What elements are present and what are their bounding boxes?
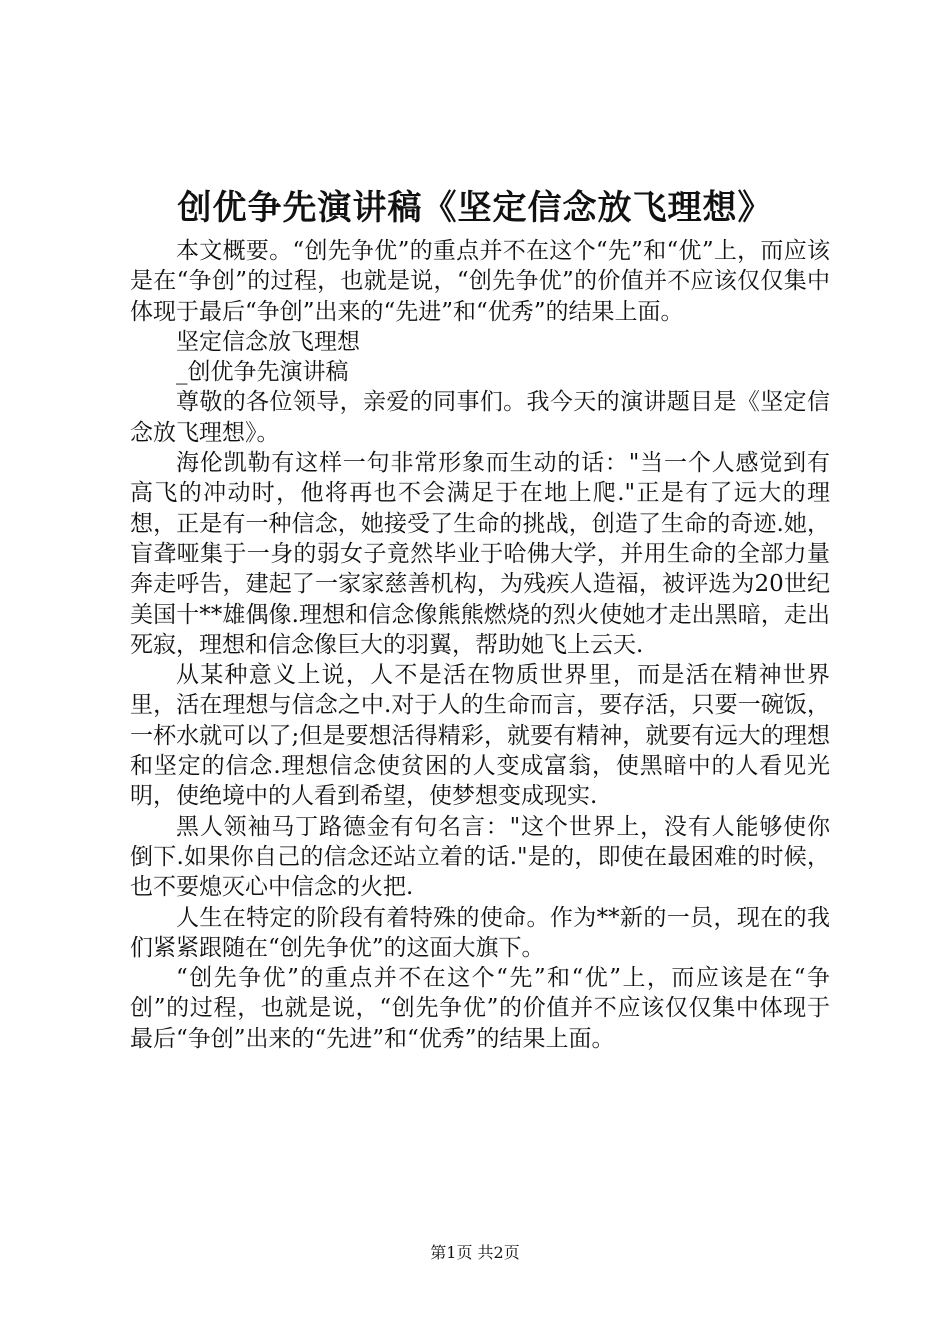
paragraph-greeting: 尊敬的各位领导，亲爱的同事们。我今天的演讲题目是《坚定信念放飞理想》。	[130, 389, 830, 446]
page-number: 第1页 共2页	[430, 1243, 520, 1262]
paragraph-spiritual-world: 从某种意义上说，人不是活在物质世界里，而是活在精神世界里，活在理想与信念之中.对于人的生命而言，要存活，只要一碗饭，一杯水就可以了;但是要想活得精彩，就要有精神，就要有远大的理想和坚定的信念.理想信念使贫困的人变成富翁，使黑暗中的人看见光明，使绝境中的人看到希望，使梦想变成现实.	[130, 662, 830, 810]
paragraph-helen-keller: 海伦凯勒有这样一句非常形象而生动的话："当一个人感觉到有高飞的冲动时，他将再也不会满足于在地上爬."正是有了远大的理想，正是有一种信念，她接受了生命的挑战，创造了生命的奇迹.她，盲聋哑集于一身的弱女子竟然毕业于哈佛大学，并用生命的全部力量奔走呼告，建起了一家家慈善机构，为残疾人造福，被评选为20世纪美国十**雄偶像.理想和信念像熊熊燃烧的烈火使她才走出黑暗，走出死寂，理想和信念像巨大的羽翼，帮助她飞上云天.	[130, 450, 830, 658]
paragraph-conclusion: “创先争优”的重点并不在这个“先”和“优”上，而应该是在“争创”的过程，也就是说，“创先争优”的价值并不应该仅仅集中体现于最后“争创”出来的“先进”和“优秀”的结果上面。	[130, 965, 830, 1052]
paragraph-subtitle-tag: _创优争先演讲稿	[176, 359, 349, 386]
paragraph-summary: 本文概要。“创先争优”的重点并不在这个“先”和“优”上，而应该是在“争创”的过程，也就是说，“创先争优”的价值并不应该仅仅集中体现于最后“争创”出来的“先进”和“优秀”的结果上面。	[130, 238, 830, 325]
document-title: 创优争先演讲稿《坚定信念放飞理想》	[177, 188, 773, 228]
paragraph-martin-luther-king: 黑人领袖马丁路德金有句名言："这个世界上，没有人能够使你倒下.如果你自己的信念还站立着的话."是的，即使在最困难的时候，也不要熄灭心中信念的火把.	[130, 813, 830, 901]
document-body	[130, 236, 830, 1054]
paragraph-subtitle: 坚定信念放飞理想	[176, 328, 360, 355]
paragraph-mission: 人生在特定的阶段有着特殊的使命。作为**新的一员，现在的我们紧紧跟随在“创先争优”的这面大旗下。	[130, 904, 830, 961]
